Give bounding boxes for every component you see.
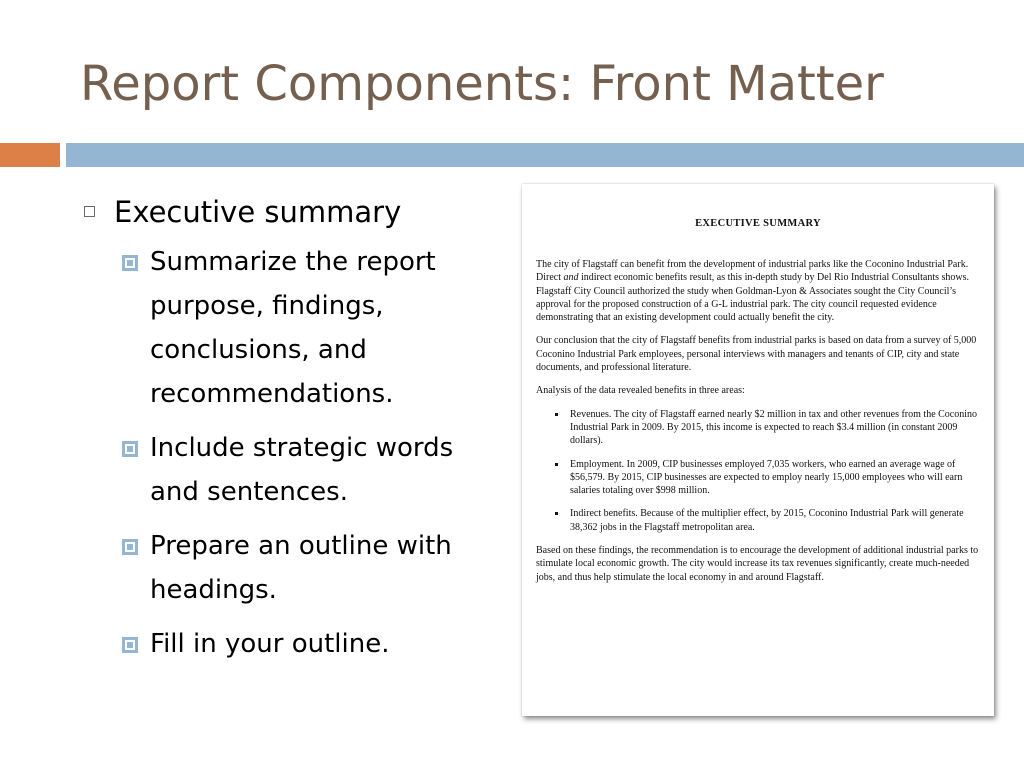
filled-square-bullet-icon [122, 539, 138, 555]
bullet-text: Executive summary [114, 195, 402, 229]
document-paragraph-4: Based on these findings, the recommendation is to encourage the development of additional industrial parks to stimulate local economic growth. The city would increase its tax revenues significantly, create much-needed jobs, and thus help stimulate the local economy in and around Flagstaff. [536, 545, 979, 583]
square-bullet-icon [84, 206, 95, 217]
sub-bullet-text: Summarize the report purpose, findings, conclusions, and recommendations. [150, 247, 436, 409]
filled-square-bullet-icon [122, 441, 138, 457]
slide-title: Report Components: Front Matter [80, 56, 884, 112]
bullet-list [80, 192, 510, 676]
document-heading: EXECUTIVE SUMMARY [695, 218, 821, 229]
sub-bullet-strategic-words [80, 426, 510, 514]
document-paragraph-1 [536, 258, 980, 324]
accent-bar-orange [0, 143, 60, 167]
sub-bullet-text: Include strategic words and sentences. [150, 433, 454, 507]
document-paragraph-3: Analysis of the data revealed benefits in three areas: [536, 385, 745, 397]
document-benefit-list [536, 408, 980, 534]
sub-bullet-fill-in [80, 622, 510, 666]
sub-bullet-outline [80, 524, 510, 612]
document-body [536, 258, 980, 594]
emphasis-text: and [563, 272, 579, 284]
bullet-executive-summary [80, 192, 510, 232]
sub-bullet-text: Prepare an outline with headings. [150, 531, 452, 605]
sub-bullet-text: Fill in your outline. [150, 629, 390, 659]
paragraph-text: The city of Flagstaff can benefit from the development of industrial parks like the Coconino Industrial Park. Direct [536, 259, 969, 284]
document-paragraph-2: Our conclusion that the city of Flagstaff benefits from industrial parks is based on data from a survey of 5,000 Coconino Industrial Park employees, personal interviews with managers and tenants of CIP, city and state documents, and professional literature. [536, 335, 977, 374]
executive-summary-document [522, 184, 994, 716]
paragraph-text: indirect economic benefits result, as this in-depth study by Del Rio Industrial Consultants shows. Flagstaff City Council authorized the study when Goldman-Lyon & Associates sought the City Council’s approval for the proposed construction of a G-L industrial park. The city council requested evidence demonstrating that an existing development could actually benefit the city. [536, 272, 970, 324]
sub-bullet-summarize [80, 240, 510, 416]
document-list-item: Indirect benefits. Because of the multiplier effect, by 2015, Coconino Industrial Park will generate 38,362 jobs in the Flagstaff metropolitan area. [570, 507, 980, 534]
accent-bar-blue [66, 143, 1024, 167]
filled-square-bullet-icon [122, 637, 138, 653]
filled-square-bullet-icon [122, 255, 138, 271]
document-list-item: Revenues. The city of Flagstaff earned nearly $2 million in tax and other revenues from the Coconino Industrial Park in 2009. By 2015, this income is expected to reach $3.4 million (in constant 2009 dollars). [570, 408, 980, 448]
document-list-item: Employment. In 2009, CIP businesses employed 7,035 workers, who earned an average wage of $56,579. By 2015, CIP businesses are expected to employ nearly 15,000 employees who will earn salaries totaling over $998 million. [570, 458, 980, 498]
